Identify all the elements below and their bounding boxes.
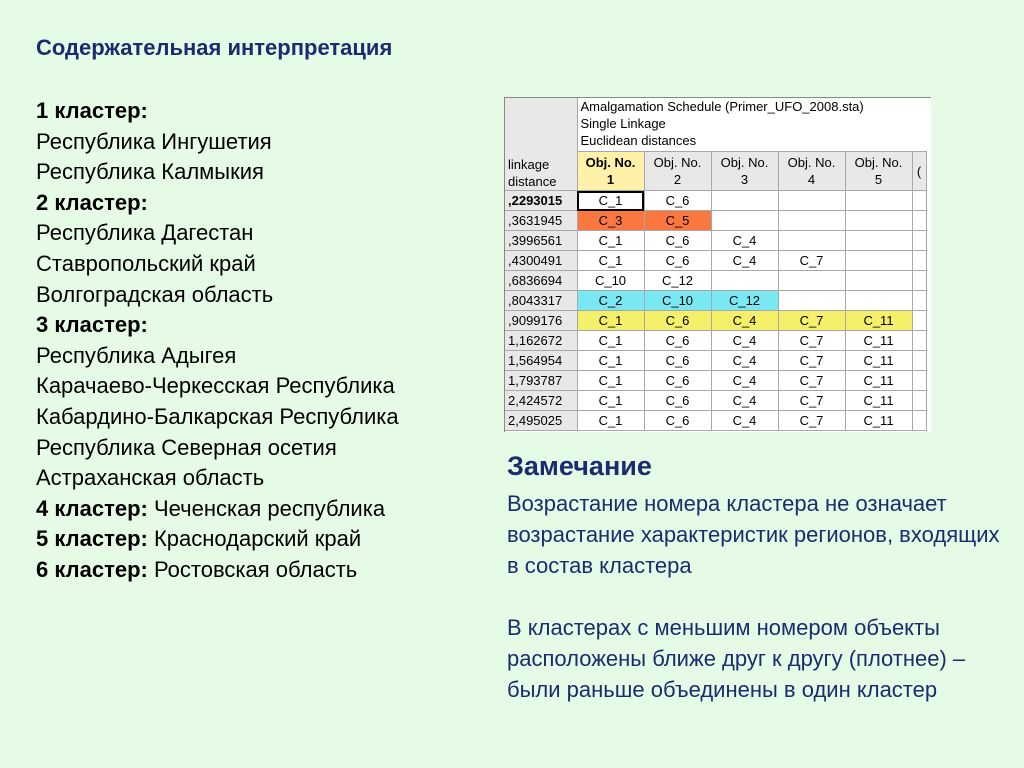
table-row [505, 291, 926, 311]
table-cell: C_7 [778, 251, 845, 271]
cluster-member: Астраханская область [36, 465, 265, 491]
table-row [505, 411, 926, 431]
table-row [505, 351, 926, 371]
schedule-info-line: Amalgamation Schedule (Primer_UFO_2008.sta) [580, 99, 864, 114]
table-cell: C_11 [845, 391, 912, 411]
schedule-info [577, 98, 926, 152]
cluster-header-line [36, 494, 496, 525]
column-header-obj-3 [711, 152, 778, 191]
cluster-member: Карачаево-Черкесская Республика [36, 373, 395, 399]
table-cell: C_6 [644, 411, 711, 431]
cluster-member: Ростовская область [147, 556, 358, 582]
row-distance: ,4300491 [505, 251, 577, 271]
cluster-member: Республика Ингушетия [36, 128, 272, 154]
table-cell-overflow [912, 271, 926, 291]
table-row [505, 231, 926, 251]
cluster-member: Волгоградская область [36, 281, 274, 307]
table-cell: C_2 [577, 291, 644, 311]
table-cell-overflow [912, 391, 926, 411]
table-cell: C_4 [711, 331, 778, 351]
table-cell [845, 251, 912, 271]
table-cell: C_11 [845, 311, 912, 331]
column-header-text: 5 [874, 172, 883, 187]
amalgamation-table [504, 97, 931, 432]
note-paragraph: Возрастание номера кластера не означает возрастание характеристик регионов, входящих в состав кластера [507, 491, 1000, 578]
note-paragraph: В кластерах с меньшим номером объекты расположены ближе друг к другу (плотнее) – были раньше объединены в один кластер [507, 615, 966, 702]
table-cell: C_1 [577, 391, 644, 411]
column-header-text: 2 [673, 172, 682, 187]
linkage-distance-label: distance [508, 174, 557, 189]
page-title: Содержательная интерпретация [36, 35, 393, 60]
row-distance: ,2293015 [505, 191, 577, 211]
table-row [505, 251, 926, 271]
table-cell: C_6 [644, 231, 711, 251]
table-cell: C_1 [577, 331, 644, 351]
table-cell: C_1 [577, 311, 644, 331]
column-header-text: Obj. No. [854, 155, 903, 170]
cluster-header-line [36, 555, 496, 586]
column-header-obj-1 [577, 152, 644, 191]
table-cell: C_11 [845, 351, 912, 371]
table-cell: C_4 [711, 231, 778, 251]
table-cell: C_4 [711, 371, 778, 391]
table-cell: C_4 [711, 311, 778, 331]
table-cell: C_3 [577, 211, 644, 231]
table-cell: C_7 [778, 331, 845, 351]
note-title: Замечание [507, 451, 652, 481]
row-distance: ,3996561 [505, 231, 577, 251]
amalgamation-schedule-table [505, 98, 927, 431]
column-header-obj-2 [644, 152, 711, 191]
table-cell: C_4 [711, 411, 778, 431]
cluster-member: Республика Северная осетия [36, 434, 337, 460]
column-header-text: 1 [606, 172, 615, 187]
linkage-distance-header [505, 98, 577, 191]
cluster-header-line [36, 188, 496, 219]
cluster-member: Республика Калмыкия [36, 159, 264, 185]
cluster-header: 4 кластер: [36, 495, 148, 521]
column-header-text: 3 [740, 172, 749, 187]
cluster-header-line [36, 524, 496, 555]
table-cell-overflow [912, 231, 926, 251]
table-cell [845, 271, 912, 291]
table-cell: C_7 [778, 371, 845, 391]
table-cell: C_11 [845, 331, 912, 351]
table-header-row [505, 98, 926, 152]
table-cell-overflow [912, 291, 926, 311]
cluster-header: 3 кластер: [36, 312, 148, 338]
table-cell-overflow [912, 311, 926, 331]
cluster-member: Краснодарский край [147, 526, 362, 552]
cluster-member: Чеченская республика [147, 495, 386, 521]
column-header-text: Obj. No. [787, 155, 836, 170]
row-distance: 1,793787 [505, 371, 577, 391]
table-row [505, 371, 926, 391]
table-cell [778, 291, 845, 311]
linkage-distance-label: linkage [508, 157, 550, 172]
table-cell: C_6 [644, 251, 711, 271]
table-cell-overflow [912, 191, 926, 211]
table-cell [845, 191, 912, 211]
row-distance: 2,495025 [505, 411, 577, 431]
table-cell: C_12 [644, 271, 711, 291]
row-distance: ,3631945 [505, 211, 577, 231]
table-cell [778, 231, 845, 251]
table-cell [711, 271, 778, 291]
row-distance: 1,564954 [505, 351, 577, 371]
row-distance: 2,424572 [505, 391, 577, 411]
table-cell: C_10 [644, 291, 711, 311]
row-distance: 1,162672 [505, 331, 577, 351]
table-cell: C_6 [644, 391, 711, 411]
cluster-header-line [36, 96, 496, 127]
note-body [507, 488, 1007, 736]
table-cell-overflow [912, 251, 926, 271]
table-cell [845, 291, 912, 311]
table-cell: C_7 [778, 411, 845, 431]
table-cell: C_1 [577, 411, 644, 431]
table-cell [711, 191, 778, 211]
table-cell: C_11 [845, 371, 912, 391]
table-cell-overflow [912, 351, 926, 371]
table-cell [778, 211, 845, 231]
table-cell: C_7 [778, 351, 845, 371]
table-cell: C_6 [644, 351, 711, 371]
cluster-header: 6 кластер: [36, 556, 148, 582]
table-row [505, 191, 926, 211]
table-cell: C_4 [711, 251, 778, 271]
table-row [505, 211, 926, 231]
cluster-member: Республика Адыгея [36, 342, 237, 368]
column-header-obj-5 [845, 152, 912, 191]
table-cell [778, 191, 845, 211]
table-row [505, 391, 926, 411]
table-cell: C_1 [577, 191, 644, 211]
cluster-header: 2 кластер: [36, 189, 148, 215]
row-distance: ,6836694 [505, 271, 577, 291]
table-cell: C_4 [711, 391, 778, 411]
table-cell: C_6 [644, 371, 711, 391]
row-distance: ,8043317 [505, 291, 577, 311]
table-cell [778, 271, 845, 291]
row-distance: ,9099176 [505, 311, 577, 331]
table-cell-overflow [912, 331, 926, 351]
table-cell: C_1 [577, 371, 644, 391]
cluster-member: Ставропольский край [36, 250, 256, 276]
column-header-text: Obj. No. [585, 155, 636, 170]
table-row [505, 311, 926, 331]
table-cell: C_1 [577, 251, 644, 271]
table-cell: C_11 [845, 411, 912, 431]
table-row [505, 271, 926, 291]
column-header-text: Obj. No. [653, 155, 702, 170]
table-cell: C_1 [577, 231, 644, 251]
table-cell [845, 231, 912, 251]
table-cell [711, 211, 778, 231]
table-cell: C_6 [644, 311, 711, 331]
table-row [505, 331, 926, 351]
schedule-info-line: Single Linkage [580, 116, 666, 131]
cluster-member: Республика Дагестан [36, 220, 254, 246]
table-cell: C_7 [778, 311, 845, 331]
table-cell: C_5 [644, 211, 711, 231]
column-header-text: Obj. No. [720, 155, 769, 170]
table-cell: C_1 [577, 351, 644, 371]
cluster-header: 1 кластер: [36, 98, 148, 123]
table-cell: C_10 [577, 271, 644, 291]
cluster-list [36, 96, 496, 586]
cluster-member: Кабардино-Балкарская Республика [36, 403, 399, 429]
table-cell: C_6 [644, 331, 711, 351]
cluster-header-line [36, 310, 496, 341]
cluster-header: 5 кластер: [36, 526, 148, 552]
table-cell: C_4 [711, 351, 778, 371]
table-cell: C_12 [711, 291, 778, 311]
table-cell-overflow [912, 411, 926, 431]
schedule-info-line: Euclidean distances [580, 133, 697, 148]
table-cell: C_7 [778, 391, 845, 411]
table-cell-overflow [912, 211, 926, 231]
column-header-text: 4 [807, 172, 816, 187]
column-header-obj-4 [778, 152, 845, 191]
table-cell [845, 211, 912, 231]
table-cell: C_6 [644, 191, 711, 211]
column-header-overflow: ( [912, 152, 926, 191]
table-cell-overflow [912, 371, 926, 391]
